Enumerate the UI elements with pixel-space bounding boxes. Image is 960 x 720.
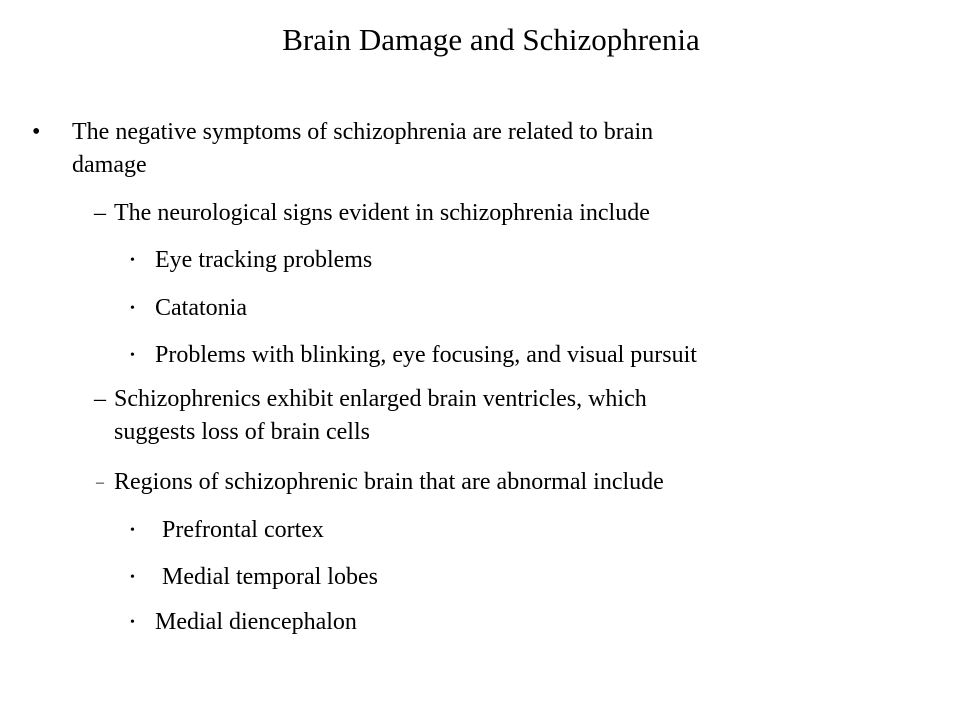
sub1-text: The neurological signs evident in schizophrenia include	[114, 200, 650, 226]
dash-icon: –	[94, 200, 106, 226]
sub1-item: Eye tracking problems	[155, 247, 373, 273]
sub2-text-line1: Schizophrenics exhibit enlarged brain ventricles, which	[114, 386, 647, 412]
sub1-item: Problems with blinking, eye focusing, and visual pursuit	[155, 342, 697, 368]
small-bullet-icon: •	[130, 253, 135, 268]
small-bullet-icon: •	[130, 615, 135, 630]
bullet-icon: •	[32, 119, 41, 145]
sub3-item: Medial temporal lobes	[162, 564, 378, 590]
sub3-item: Prefrontal cortex	[162, 517, 324, 543]
sub3-item: Medial diencephalon	[155, 609, 357, 635]
dash-icon: –	[96, 474, 104, 491]
small-bullet-icon: •	[130, 348, 135, 363]
sub1-item: Catatonia	[155, 295, 247, 321]
slide-title: Brain Damage and Schizophrenia	[282, 22, 700, 57]
small-bullet-icon: •	[130, 523, 135, 538]
sub3-text: Regions of schizophrenic brain that are abnormal include	[114, 469, 664, 495]
level1-text-line1: The negative symptoms of schizophrenia are related to brain	[72, 119, 654, 145]
small-bullet-icon: •	[130, 570, 135, 585]
small-bullet-icon: •	[130, 301, 135, 316]
sub2-text-line2: suggests loss of brain cells	[114, 419, 370, 445]
dash-icon: –	[94, 386, 106, 412]
level1-text-line2: damage	[72, 152, 147, 178]
